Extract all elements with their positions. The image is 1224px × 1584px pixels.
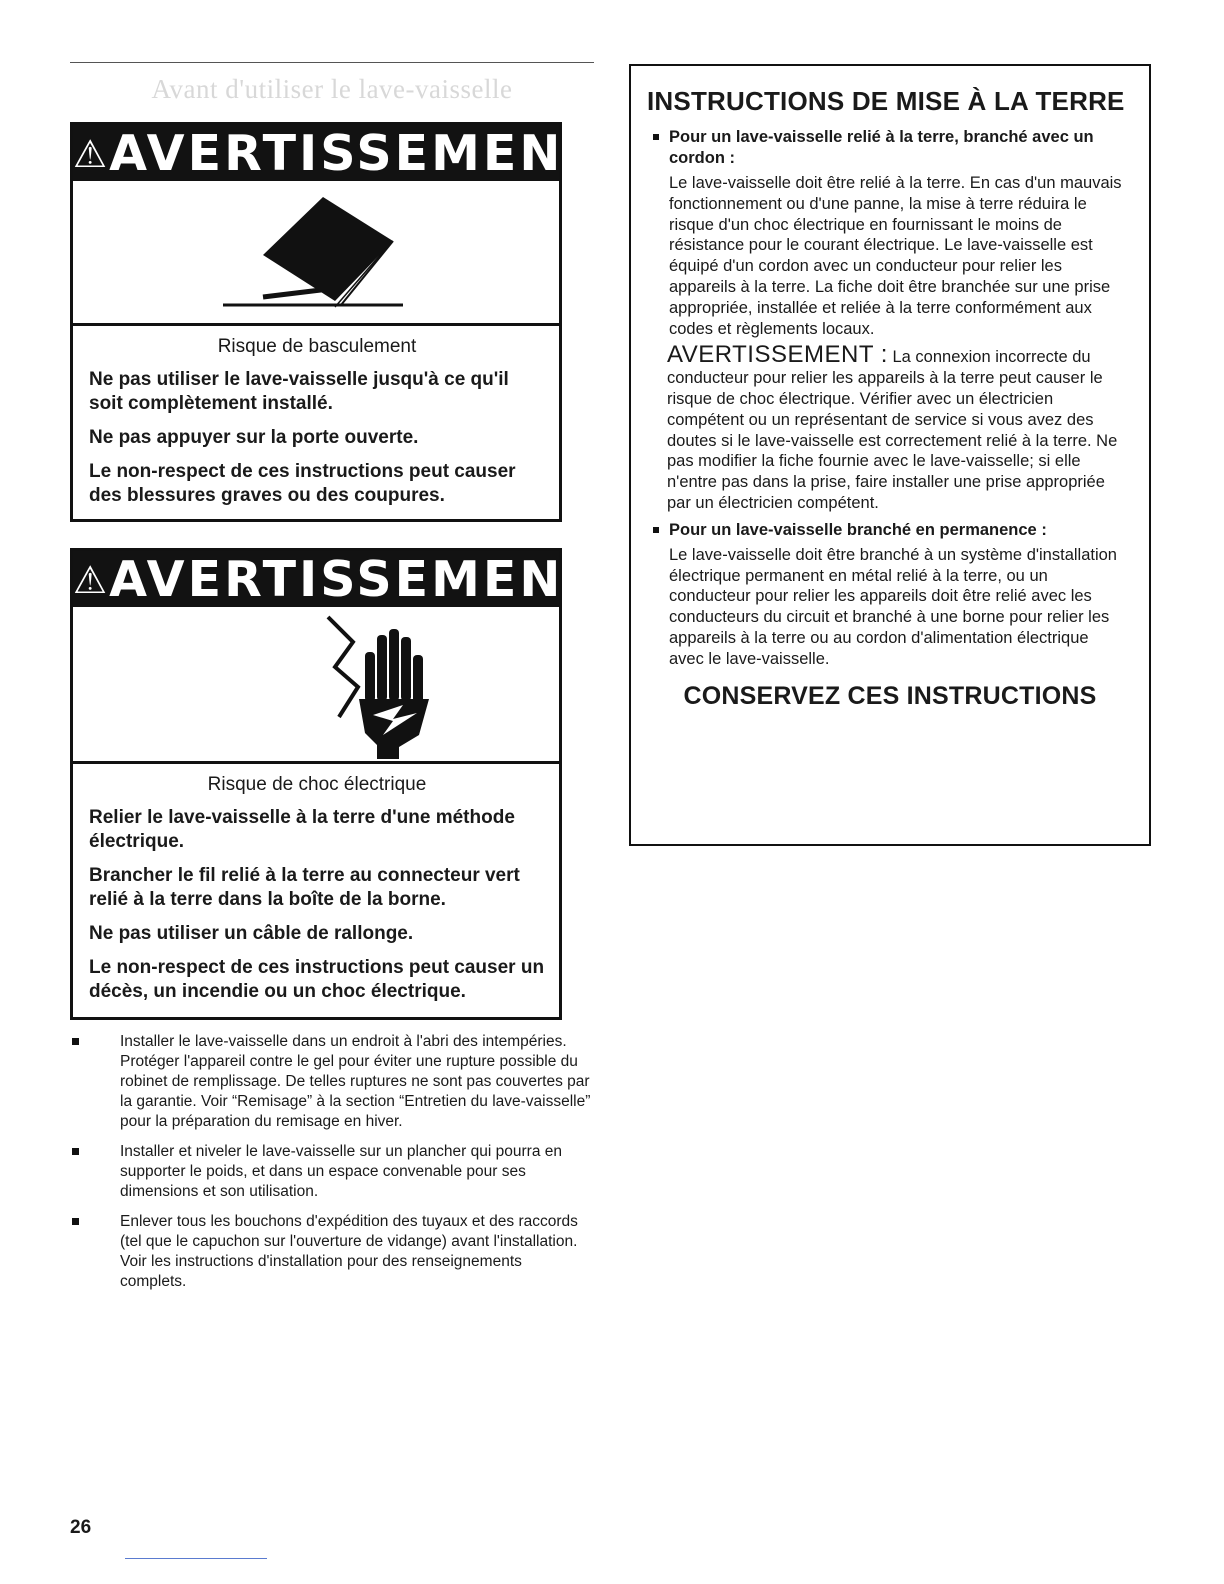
warning-signal-word: AVERTISSEMENT xyxy=(109,125,600,182)
conserve-instructions: CONSERVEZ CES INSTRUCTIONS xyxy=(683,681,1097,710)
warning-line: Le non-respect de ces instructions peut causer un décès, un incendie ou un choc électrique. xyxy=(89,957,545,1002)
top-rule xyxy=(70,62,594,63)
warning-line: Brancher le fil relié à la terre au connecteur vert relié à la terre dans la boîte de la borne. xyxy=(89,865,520,910)
warning-shock-box xyxy=(70,548,600,1020)
electric-shock-hand-icon xyxy=(73,607,559,761)
grounding-warning xyxy=(653,341,1127,513)
bullet-square-icon xyxy=(653,527,659,533)
list-item-text: Installer le lave-vaisselle dans un endroit à l'abri des intempéries. Protéger l'appareil contre le gel pour éviter une rupture possible du robinet de remplissage. De telles ruptures ne sont pas couvertes par la garantie. Voir “Remisage” à la section “Entretien du lave-vaisselle” pour la préparation du remisage en hiver. xyxy=(120,1033,591,1130)
tip-over-illustration xyxy=(73,181,559,326)
bottom-rule xyxy=(125,1558,267,1559)
warning-line: Ne pas utiliser le lave-vaisselle jusqu'à ce qu'il soit complètement installé. xyxy=(89,369,509,414)
page-number: 26 xyxy=(70,1517,92,1538)
bullet-square-icon xyxy=(653,134,659,140)
warning-triangle-icon: ⚠ xyxy=(73,132,108,176)
warning-signal-word: AVERTISSEMENT xyxy=(109,551,600,608)
list-item xyxy=(70,1142,592,1202)
warning-triangle-icon: ⚠ xyxy=(73,558,108,602)
grounding-title: INSTRUCTIONS DE MISE À LA TERRE xyxy=(647,86,1125,116)
electric-shock-illustration xyxy=(73,607,559,764)
cord-connected-heading: Pour un lave-vaisselle relié à la terre, branché avec un cordon : xyxy=(653,127,1127,169)
warning-header xyxy=(73,125,600,182)
list-item-text: Enlever tous les bouchons d'expédition des tuyaux et des raccords (tel que le capuchon sur l'ouverture de vidange) avant l'installation. Voir les instructions d'installation pour des renseignements complets. xyxy=(120,1213,578,1290)
bullet-square-icon xyxy=(72,1218,79,1225)
bullet-square-icon xyxy=(72,1148,79,1155)
grounding-instructions-box xyxy=(629,64,1151,846)
warning-shock-text xyxy=(73,764,559,1024)
grounding-warning-text: La connexion incorrecte du conducteur pour relier les appareils à la terre peut causer le risque de choc électrique. Vérifier avec un électricien compétent ou un représentant de service si vous avez des doutes si le lave-vaisselle est correctement relié à la terre. Ne pas modifier la fiche fournie avec le lave-vaisselle; si elle n'entre pas dans la prise, faire installer une prise appropriée par un électricien compétent. xyxy=(667,348,1118,512)
installation-bullet-list xyxy=(70,1032,592,1302)
list-item xyxy=(70,1212,592,1292)
warning-subtitle: Risque de basculement xyxy=(217,336,417,357)
section-title: Avant d'utiliser le lave-vaisselle xyxy=(151,74,513,104)
permanent-connection-heading: Pour un lave-vaisselle branché en permanence : xyxy=(653,520,1127,541)
warning-line: Ne pas utiliser un câble de rallonge. xyxy=(89,923,414,944)
list-item xyxy=(70,1032,592,1132)
warning-line: Ne pas appuyer sur la porte ouverte. xyxy=(89,427,419,448)
warning-tip-over-box xyxy=(70,122,600,522)
cord-connected-text: Le lave-vaisselle doit être relié à la terre. En cas d'un mauvais fonctionnement ou d'une panne, la mise à terre réduira le risque d'un choc électrique en fournissant le moins de résistance pour le courant électrique. Le lave-vaisselle est équipé d'un cordon avec un conducteur pour relier les appareils à la terre. La fiche doit être branchée sur une prise appropriée, installée et reliée à la terre conformément aux codes et règlements locaux. xyxy=(669,174,1122,338)
warning-subtitle: Risque de choc électrique xyxy=(207,774,427,795)
warning-tip-over-text xyxy=(73,326,559,528)
warning-line: Relier le lave-vaisselle à la terre d'une méthode électrique. xyxy=(89,807,515,852)
warning-header xyxy=(73,551,600,608)
bullet-square-icon xyxy=(72,1038,79,1045)
tip-over-icon xyxy=(73,181,559,323)
grounding-warning-lead: AVERTISSEMENT : xyxy=(667,341,888,369)
warning-line: Le non-respect de ces instructions peut causer des blessures graves ou des coupures. xyxy=(89,461,516,506)
list-item-text: Installer et niveler le lave-vaisselle sur un plancher qui pourra en supporter le poids, et dans un espace convenable pour ses dimensions et son utilisation. xyxy=(120,1143,562,1200)
permanent-connection-text: Le lave-vaisselle doit être branché à un système d'installation électrique permanent en métal relié à la terre, ou un conducteur pour relier les appareils doit être relié avec les conducteurs du circuit et branché à une borne pour relier les appareils à la terre ou au cordon d'alimentation électrique avec le lave-vaisselle. xyxy=(669,545,1117,668)
